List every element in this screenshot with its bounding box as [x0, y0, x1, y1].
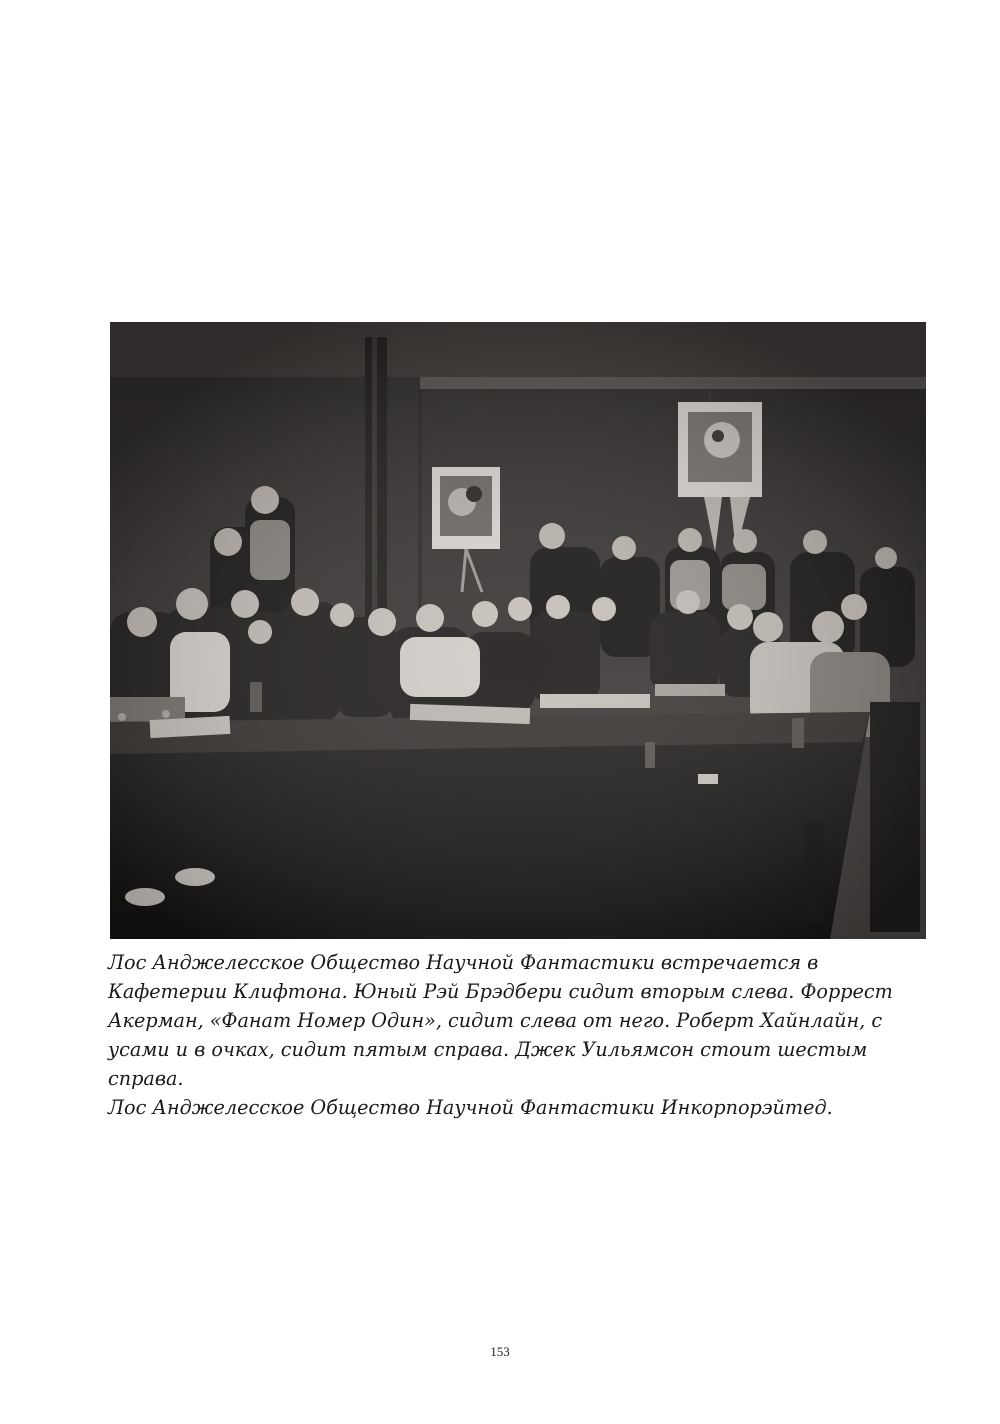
group-photograph: [110, 322, 926, 939]
photo-illustration: [110, 322, 926, 939]
caption-paragraph: Лос Анджелесское Общество Научной Фантастики встречается в Кафетерии Клифтона. Юный Рэй Брэдбери сидит вторым слева. Форрест Акерман, «Фанат Номер Один», сидит слева от него. Роберт Хайнлайн, с усами и в очках, сидит пятым справа. Джек Уильямсон стоит шестым справа.: [108, 951, 893, 1090]
photo-caption: [108, 948, 908, 1122]
page-number: 153: [490, 1344, 510, 1359]
caption-paragraph: Лос Анджелесское Общество Научной Фантастики Инкорпорэйтед.: [108, 1096, 833, 1119]
